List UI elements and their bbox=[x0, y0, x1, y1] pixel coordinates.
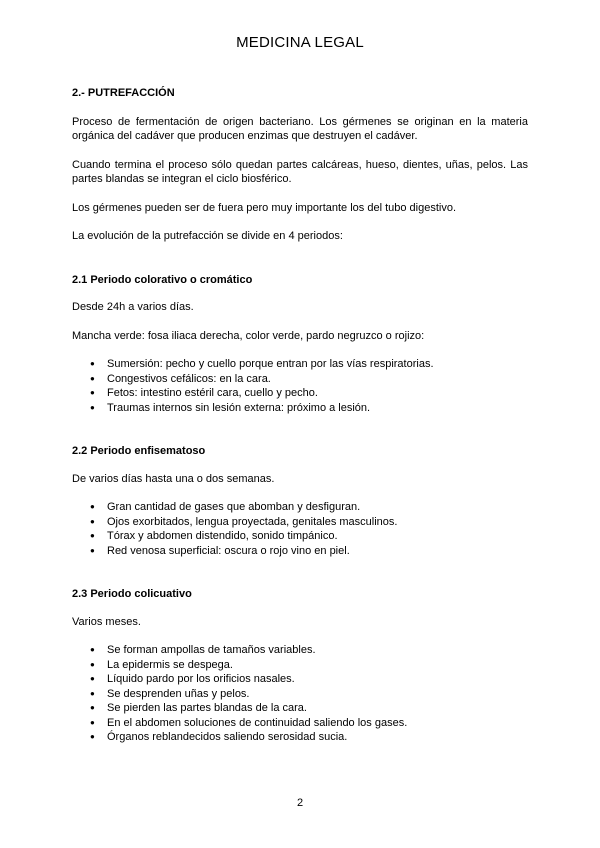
section-title: 2.- PUTREFACCIÓN bbox=[72, 87, 175, 99]
period-intro: Mancha verde: fosa iliaca derecha, color verde, pardo negruzco o rojizo: bbox=[72, 329, 425, 342]
list-item: ● En el abdomen soluciones de continuidad saliendo los gases. bbox=[107, 716, 528, 731]
list-item: ● Tórax y abdomen distendido, sonido timpánico. bbox=[107, 529, 528, 544]
list-item: ● Sumersión: pecho y cuello porque entran por las vías respiratorias. bbox=[107, 357, 528, 372]
period-duration: Varios meses. bbox=[72, 615, 141, 628]
list-item: ● Traumas internos sin lesión externa: próximo a lesión. bbox=[107, 401, 528, 416]
page-header-title: MEDICINA LEGAL bbox=[236, 34, 364, 51]
list-item: ● Se forman ampollas de tamaños variables. bbox=[107, 643, 528, 658]
list-item: ● Órganos reblandecidos saliendo serosidad sucia. bbox=[107, 730, 528, 745]
list-item: ● La epidermis se despega. bbox=[107, 658, 528, 673]
document-body bbox=[72, 86, 528, 774]
list-item: ● Fetos: intestino estéril cara, cuello y pecho. bbox=[107, 386, 528, 401]
list-item: ● Se pierden las partes blandas de la cara. bbox=[107, 701, 528, 716]
paragraph-germs: Los gérmenes pueden ser de fuera pero muy importante los del tubo digestivo. bbox=[72, 201, 457, 214]
period-title-chromatic: 2.1 Periodo colorativo o cromático bbox=[72, 273, 253, 286]
list-item: ● Ojos exorbitados, lengua proyectada, genitales masculinos. bbox=[107, 515, 528, 530]
list-item: ● Se desprenden uñas y pelos. bbox=[107, 687, 528, 702]
bullet-list-emphysematous bbox=[72, 500, 528, 558]
list-item: ● Líquido pardo por los orificios nasales. bbox=[107, 672, 528, 687]
paragraph-intro: Proceso de fermentación de origen bacteriano. Los gérmenes se originan en la materia orgánica del cadáver que producen enzimas que destruyen el cadáver. bbox=[72, 115, 528, 142]
period-duration: Desde 24h a varios días. bbox=[72, 301, 194, 313]
period-title-colliquative: 2.3 Periodo colicuativo bbox=[72, 588, 192, 600]
paragraph-periods: La evolución de la putrefacción se divide en 4 periodos: bbox=[72, 230, 343, 242]
bullet-list-colliquative bbox=[72, 643, 528, 745]
list-item: ● Congestivos cefálicos: en la cara. bbox=[107, 372, 528, 387]
list-item: ● Red venosa superficial: oscura o rojo vino en piel. bbox=[107, 544, 528, 559]
bullet-list-chromatic bbox=[72, 357, 528, 415]
list-item: ● Gran cantidad de gases que abomban y desfiguran. bbox=[107, 500, 528, 515]
period-duration: De varios días hasta una o dos semanas. bbox=[72, 472, 275, 485]
page-number: 2 bbox=[296, 797, 304, 809]
period-title-emphysematous: 2.2 Periodo enfisematoso bbox=[72, 445, 206, 457]
paragraph-remains: Cuando termina el proceso sólo quedan partes calcáreas, hueso, dientes, uñas, pelos. Las partes blandas se integran el ciclo biosférico. bbox=[72, 158, 528, 185]
